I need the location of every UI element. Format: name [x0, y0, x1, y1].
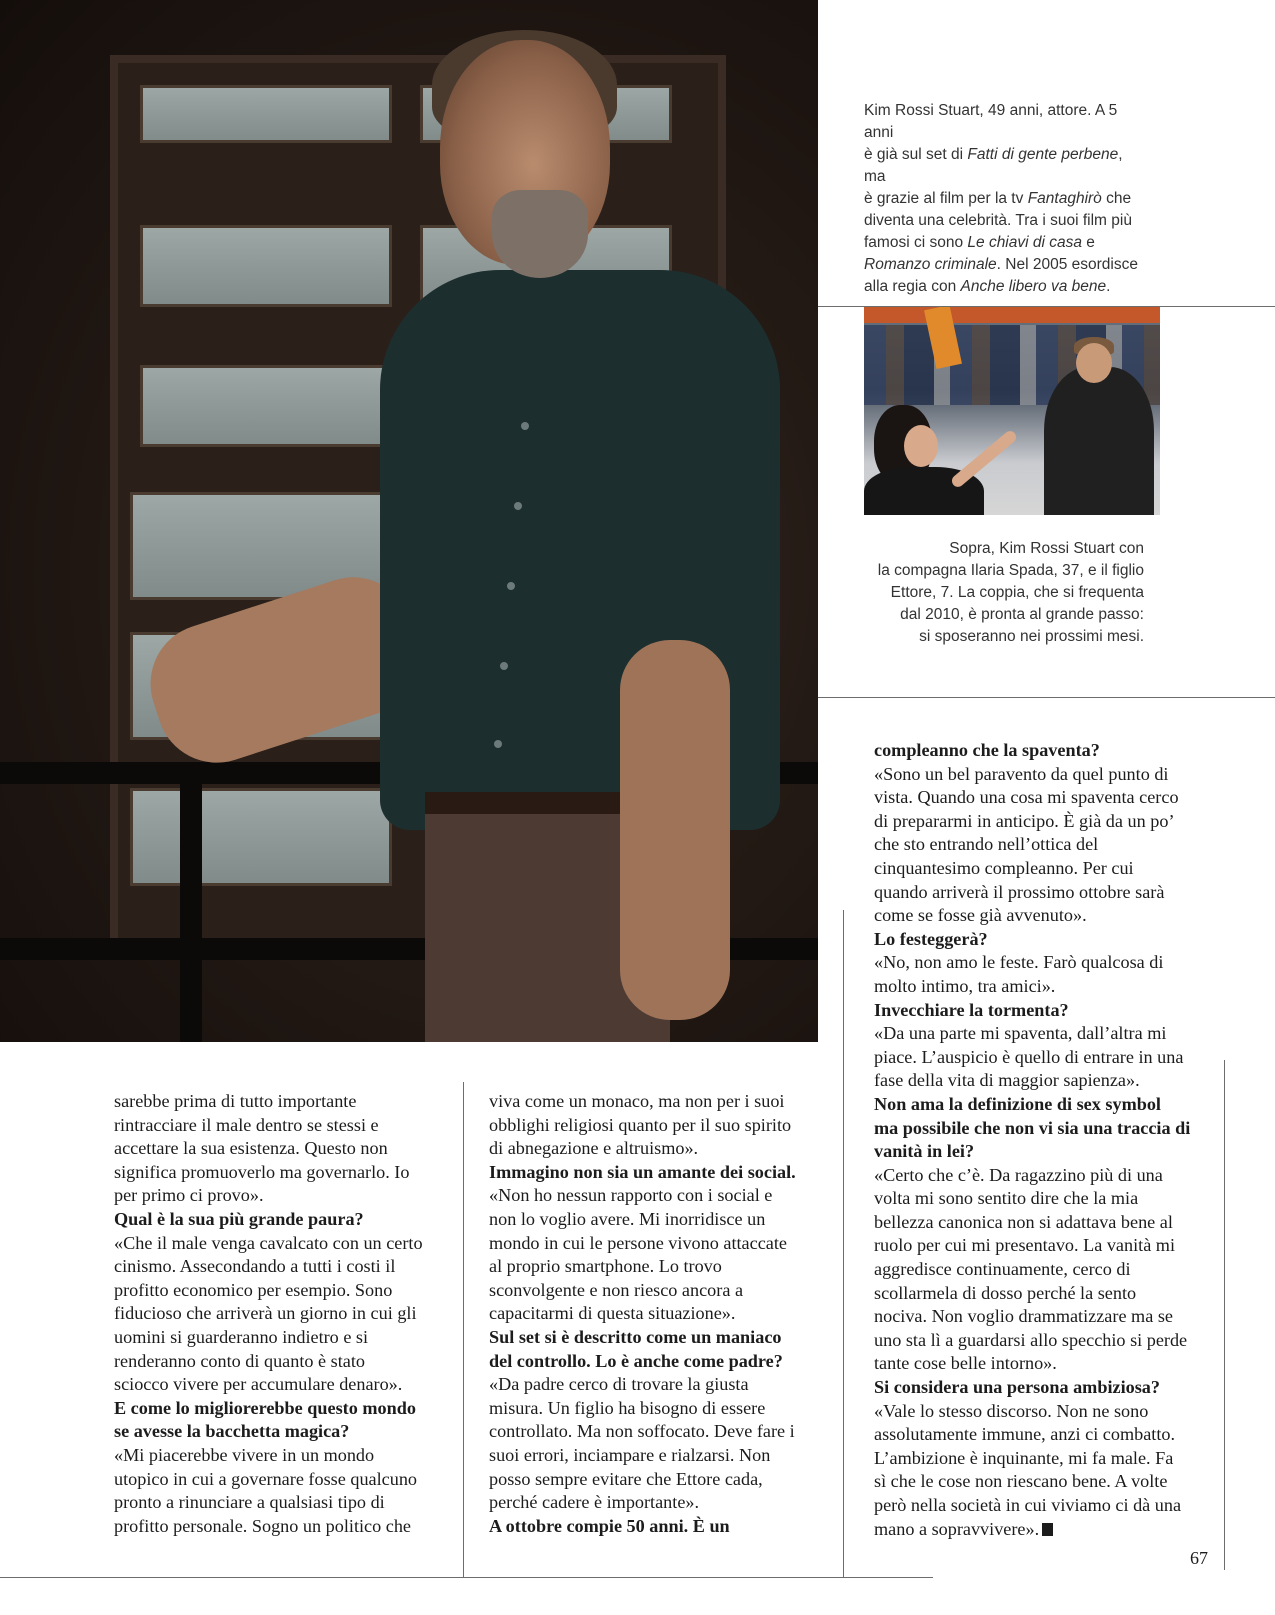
interview-answer-line: utopico in cui a governare fosse qualcuno	[114, 1468, 418, 1489]
interview-answer-line: mano a sopravvivere».	[874, 1518, 1204, 1542]
interview-answer-line: «Che il male venga cavalcato con un certo	[114, 1232, 423, 1253]
interview-answer-line: uno sta lì a guardarsi allo specchio si perde	[874, 1329, 1188, 1350]
family-photo	[864, 307, 1160, 515]
caption-line: Ettore, 7. La coppia, che si frequenta	[890, 584, 1144, 601]
interview-answer-line: nociva. Non voglio drammatizzare ma se	[874, 1306, 1173, 1327]
caption-line: dal 2010, è pronta al grande passo:	[900, 606, 1144, 623]
interview-question-line: Immagino non sia un amante dei social.	[489, 1161, 796, 1182]
interview-answer-line: uomini si guarderanno indietro e si	[114, 1326, 369, 1347]
woman-arm	[950, 429, 1019, 490]
interview-answer-line: viva come un monaco, ma non per i suoi	[489, 1091, 785, 1111]
caption-line: Sopra, Kim Rossi Stuart con	[949, 540, 1144, 557]
interview-question-line: Non ama la definizione di sex symbol	[874, 1093, 1161, 1114]
interview-answer-line: quando arriverà il prossimo ottobre sarà	[874, 881, 1165, 902]
interview-answer-line: di abnegazione e altruismo».	[489, 1138, 699, 1159]
interview-question-line: vanità in lei?	[874, 1141, 975, 1162]
shirt-button	[521, 422, 529, 430]
woman-face	[904, 425, 938, 467]
divider	[818, 697, 1275, 698]
column-rule	[843, 910, 844, 1577]
interview-question-line: Qual è la sua più grande paura?	[114, 1208, 364, 1229]
bio-caption	[864, 100, 1144, 298]
interview-answer-line: volta mi sono sentito dire che la mia	[874, 1188, 1139, 1209]
man-holding-child	[1044, 367, 1154, 515]
interview-answer-line: perché cadere è importante».	[489, 1492, 700, 1513]
photo-caption	[866, 538, 1144, 648]
interview-answer-line: pronto a rinunciare a qualsiasi tipo di	[114, 1492, 385, 1513]
interview-question-line: E come lo migliorerebbe questo mondo	[114, 1397, 416, 1418]
caption-line: si sposeranno nei prossimi mesi.	[919, 628, 1144, 645]
interview-answer-line: sarebbe prima di tutto importante	[114, 1091, 357, 1111]
interview-answer-line: aggredisce continuamente, cerco di	[874, 1259, 1131, 1280]
column-rule	[1224, 1060, 1225, 1570]
shirt-button	[507, 582, 515, 590]
interview-answer-line: suoi errori, inciampare e rialzarsi. Non	[489, 1444, 771, 1465]
bio-line: è già sul set di Fatti di gente perbene, ma	[864, 146, 1123, 185]
interview-answer-line: fase della vita di maggior sapienza».	[874, 1070, 1140, 1091]
interview-question-line: A ottobre compie 50 anni. È un	[489, 1515, 730, 1536]
interview-answer-line: «Non ho nessun rapporto con i social e	[489, 1185, 773, 1206]
bio-line: diventa una celebrità. Tra i suoi film più	[864, 212, 1132, 229]
interview-answer-line: bellezza canonica non si adattava bene al	[874, 1211, 1173, 1232]
interview-answer-line: cinquantesimo compleanno. Per cui	[874, 857, 1134, 878]
page-number: 67	[1190, 1548, 1208, 1568]
interview-answer-line: per primo ci provo».	[114, 1185, 264, 1206]
interview-answer-line: profitto personale. Sogno un politico che	[114, 1515, 412, 1536]
interview-answer-line: assolutamente immune, anzi ci combatto.	[874, 1424, 1176, 1445]
interview-question-line: compleanno che la spaventa?	[874, 740, 1100, 760]
column-rule	[463, 1082, 464, 1577]
interview-answer-line: capacitarmi di questa situazione».	[489, 1303, 736, 1324]
interview-answer-line: però nella società in cui viviamo ci dà una	[874, 1495, 1182, 1515]
bio-line: è grazie al film per la tv Fantaghirò che	[864, 190, 1132, 207]
text-column-3	[874, 739, 1204, 1541]
shirt-button	[514, 502, 522, 510]
interview-answer-line: misura. Un figlio ha bisogno di essere	[489, 1397, 766, 1418]
scarf	[864, 307, 1160, 323]
interview-answer-line: obblighi religiosi quanto per il suo spirito	[489, 1114, 792, 1135]
interview-answer-line: controllato. Ma non soffocato. Deve fare i	[489, 1421, 795, 1442]
window-pane	[130, 788, 392, 886]
interview-answer-line: «Da una parte mi spaventa, dall’altra mi	[874, 1023, 1167, 1044]
interview-question-line: Invecchiare la tormenta?	[874, 999, 1069, 1020]
interview-answer-line: di prepararmi in anticipo. È già da un po’	[874, 810, 1175, 831]
interview-question-line: Si considera una persona ambiziosa?	[874, 1377, 1160, 1398]
shirt-button	[500, 662, 508, 670]
interview-question-line: Sul set si è descritto come un maniaco	[489, 1326, 782, 1347]
interview-question-line: Lo festeggerà?	[874, 928, 988, 949]
window-pane	[140, 365, 392, 447]
interview-answer-line: «Da padre cerco di trovare la giusta	[489, 1374, 749, 1395]
text-column-1	[114, 1090, 434, 1538]
end-of-article-icon	[1042, 1523, 1053, 1536]
interview-answer-line: significa promuoverlo ma governarlo. Io	[114, 1161, 410, 1182]
interview-answer-line: piace. L’auspicio è quello di entrare in una	[874, 1046, 1184, 1067]
interview-question-line: ma possibile che non vi sia una traccia di	[874, 1117, 1191, 1138]
interview-answer-line: tante cose belle intorno».	[874, 1353, 1057, 1374]
bio-line: alla regia con Anche libero va bene.	[864, 278, 1111, 295]
interview-answer-line: «Vale lo stesso discorso. Non ne sono	[874, 1400, 1149, 1421]
interview-answer-line: ruolo per cui mi presentavo. La vanità mi	[874, 1235, 1176, 1256]
interview-answer-line: vista. Quando una cosa mi spaventa cerco	[874, 787, 1179, 808]
railing-post	[180, 762, 202, 1042]
window-pane	[140, 225, 392, 307]
interview-answer-line: «Mi piacerebbe vivere in un mondo	[114, 1444, 375, 1465]
interview-answer-line: scollarmela di dosso perché la sento	[874, 1282, 1137, 1303]
interview-answer-line: sconvolgente e non riesco ancora a	[489, 1279, 744, 1300]
interview-answer-line: molto intimo, tra amici».	[874, 975, 1056, 996]
interview-answer-line: mondo in cui le persone vivono attaccate	[489, 1232, 787, 1253]
interview-answer-line: L’ambizione è inquinante, mi fa male. Fa	[874, 1447, 1174, 1468]
interview-answer-line: fiducioso che arriverà un giorno in cui gli	[114, 1303, 417, 1324]
interview-answer-line: renderanno conto di quanto è stato	[114, 1350, 366, 1371]
text-column-2	[489, 1090, 819, 1538]
interview-answer-line: «No, non amo le feste. Farò qualcosa di	[874, 952, 1164, 973]
caption-line: la compagna Ilaria Spada, 37, e il figlio	[877, 562, 1144, 579]
interview-answer-line: «Sono un bel paravento da quel punto di	[874, 763, 1169, 784]
interview-question-line: del controllo. Lo è anche come padre?	[489, 1350, 783, 1371]
arm-right	[620, 640, 730, 1020]
interview-answer-line: sciocco vivere per accumulare denaro».	[114, 1374, 403, 1395]
interview-answer-line: posso sempre evitare che Ettore cada,	[489, 1468, 763, 1489]
child-head	[1076, 343, 1112, 383]
bio-line: famosi ci sono Le chiavi di casa e	[864, 234, 1095, 251]
interview-answer-line: rintracciare il male dentro se stessi e	[114, 1114, 379, 1135]
main-portrait-photo	[0, 0, 818, 1042]
window-pane	[140, 85, 392, 143]
interview-answer-line: sì che le cose non riescano bene. A volte	[874, 1471, 1168, 1492]
shirt-button	[494, 740, 502, 748]
interview-answer-line: non lo voglio avere. Mi inorridisce un	[489, 1208, 766, 1229]
interview-answer-line: profitto economico per esempio. Sono	[114, 1279, 393, 1300]
interview-answer-line: come se fosse già avvenuto».	[874, 905, 1087, 926]
bottom-rule	[0, 1577, 933, 1578]
interview-answer-line: «Certo che c’è. Da ragazzino più di una	[874, 1164, 1163, 1185]
beard	[492, 190, 588, 278]
interview-answer-line: al proprio smartphone. Lo trovo	[489, 1256, 722, 1277]
interview-answer-line: accettare la sua esistenza. Questo non	[114, 1138, 388, 1159]
interview-answer-line: che sto entrando nell’ottica del	[874, 834, 1099, 855]
interview-question-line: se avesse la bacchetta magica?	[114, 1421, 350, 1442]
bio-line: Kim Rossi Stuart, 49 anni, attore. A 5 anni	[864, 102, 1118, 141]
interview-answer-line: cinismo. Assecondando a tutti i costi il	[114, 1256, 396, 1277]
bio-line: Romanzo criminale. Nel 2005 esordisce	[864, 256, 1138, 273]
